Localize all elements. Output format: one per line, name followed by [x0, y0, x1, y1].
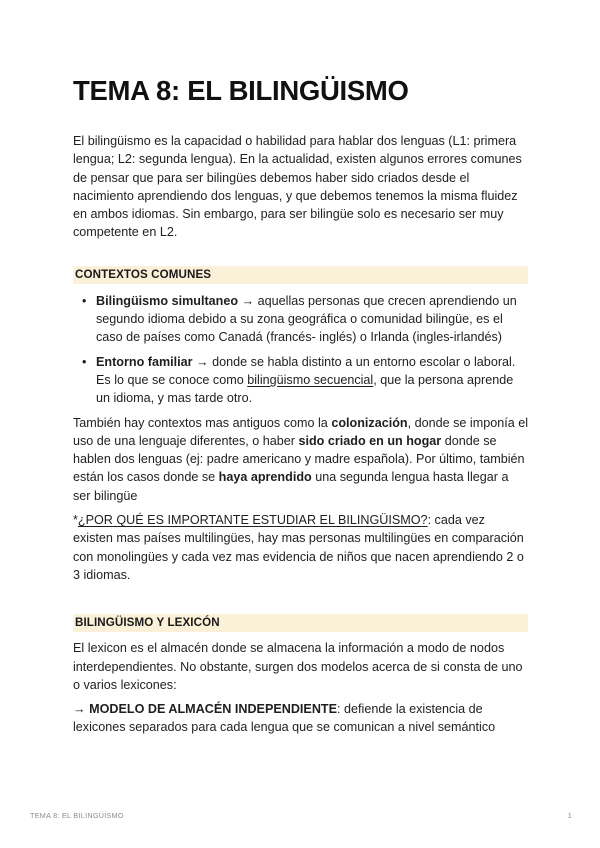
bullet-text: , que la persona aprende un idioma, y mas tarde otro.: [96, 372, 514, 406]
section-heading-lexicon: BILINGÜISMO Y LEXICÓN: [73, 614, 528, 632]
bold-term: MODELO DE ALMACÉN INDEPENDIENTE: [89, 702, 338, 717]
bullet-bold: Bilingüismo simultaneo: [96, 293, 239, 308]
bold-term: sido criado en un hogar: [298, 433, 442, 448]
bullet-text: → donde se habla distinto a un entorno escolar o laboral. Es lo que se conoce como: [96, 354, 516, 387]
intro-paragraph: El bilingüismo es la capacidad o habilidad para hablar dos lenguas (L1: primera lengua; L2: segunda lengua). En la actualidad, existen algunos errores comunes de pensar que para ser bilingües debemos haber sido criados desde el nacimiento aprendiendo dos lenguas, y que debemos tenemos la misma fluidez en ambos idiomas. Sin embargo, para ser bilingüe solo es necesario ser muy competente en L2.: [73, 134, 522, 240]
text: : defiende la existencia de lexicones separados para cada lengua que se comunican a nivel semántico: [73, 702, 496, 735]
document-body: [73, 74, 528, 737]
list-item: [96, 353, 528, 408]
bullet-text: → aquellas personas que crecen aprendiendo un segundo idioma debido a su zona geográfica o comunidad bilingüe, es el caso de países como Canadá (francés- inglés) o Irlanda (ingles-irlandés): [96, 293, 517, 345]
text: : cada vez existen mas países multilingües, hay mas personas multilingües en comparación con monolingües y cada vez mas evidencia de niños que nacen aprendiendo 2 o 3 idiomas.: [73, 513, 524, 582]
contexts-list: [73, 292, 528, 408]
contexts-paragraph: [73, 414, 528, 505]
page-footer: [30, 811, 572, 820]
underlined-term: bilingüismo secuencial: [247, 372, 374, 387]
underlined-question: ¿POR QUÉ ES IMPORTANTE ESTUDIAR EL BILINGÜISMO?: [77, 513, 428, 528]
text: También hay contextos mas antiguos como la: [73, 415, 332, 430]
section-heading-contextos: CONTEXTOS COMUNES: [73, 266, 528, 284]
bold-term: haya aprendido: [218, 470, 312, 485]
text: donde se hablen dos lenguas (ej: padre americano y madre española). Por último, también están los casos donde se: [73, 433, 525, 485]
arrow-icon: →: [73, 702, 90, 717]
asterisk: *: [73, 513, 78, 528]
lexicon-paragraph: El lexicon es el almacén donde se almacena la información a modo de nodos interdependientes. No obstante, surgen dos modelos acerca de si consta de uno o varios lexicones:: [73, 641, 523, 692]
list-item: [96, 292, 528, 347]
text: una segunda lengua hasta llegar a ser bilingüe: [73, 470, 509, 503]
page-number: 1: [567, 811, 572, 820]
text: , donde se imponía el uso de una lenguaje diferentes, o haber: [73, 415, 529, 448]
bullet-bold: Entorno familiar: [96, 354, 193, 369]
bold-term: colonización: [331, 415, 408, 430]
page-title: TEMA 8: EL BILINGÜISMO: [73, 75, 409, 106]
model-paragraph: [73, 700, 528, 737]
footer-title: TEMA 8: EL BILINGÜISMO: [30, 811, 124, 820]
note-paragraph: [73, 511, 528, 584]
